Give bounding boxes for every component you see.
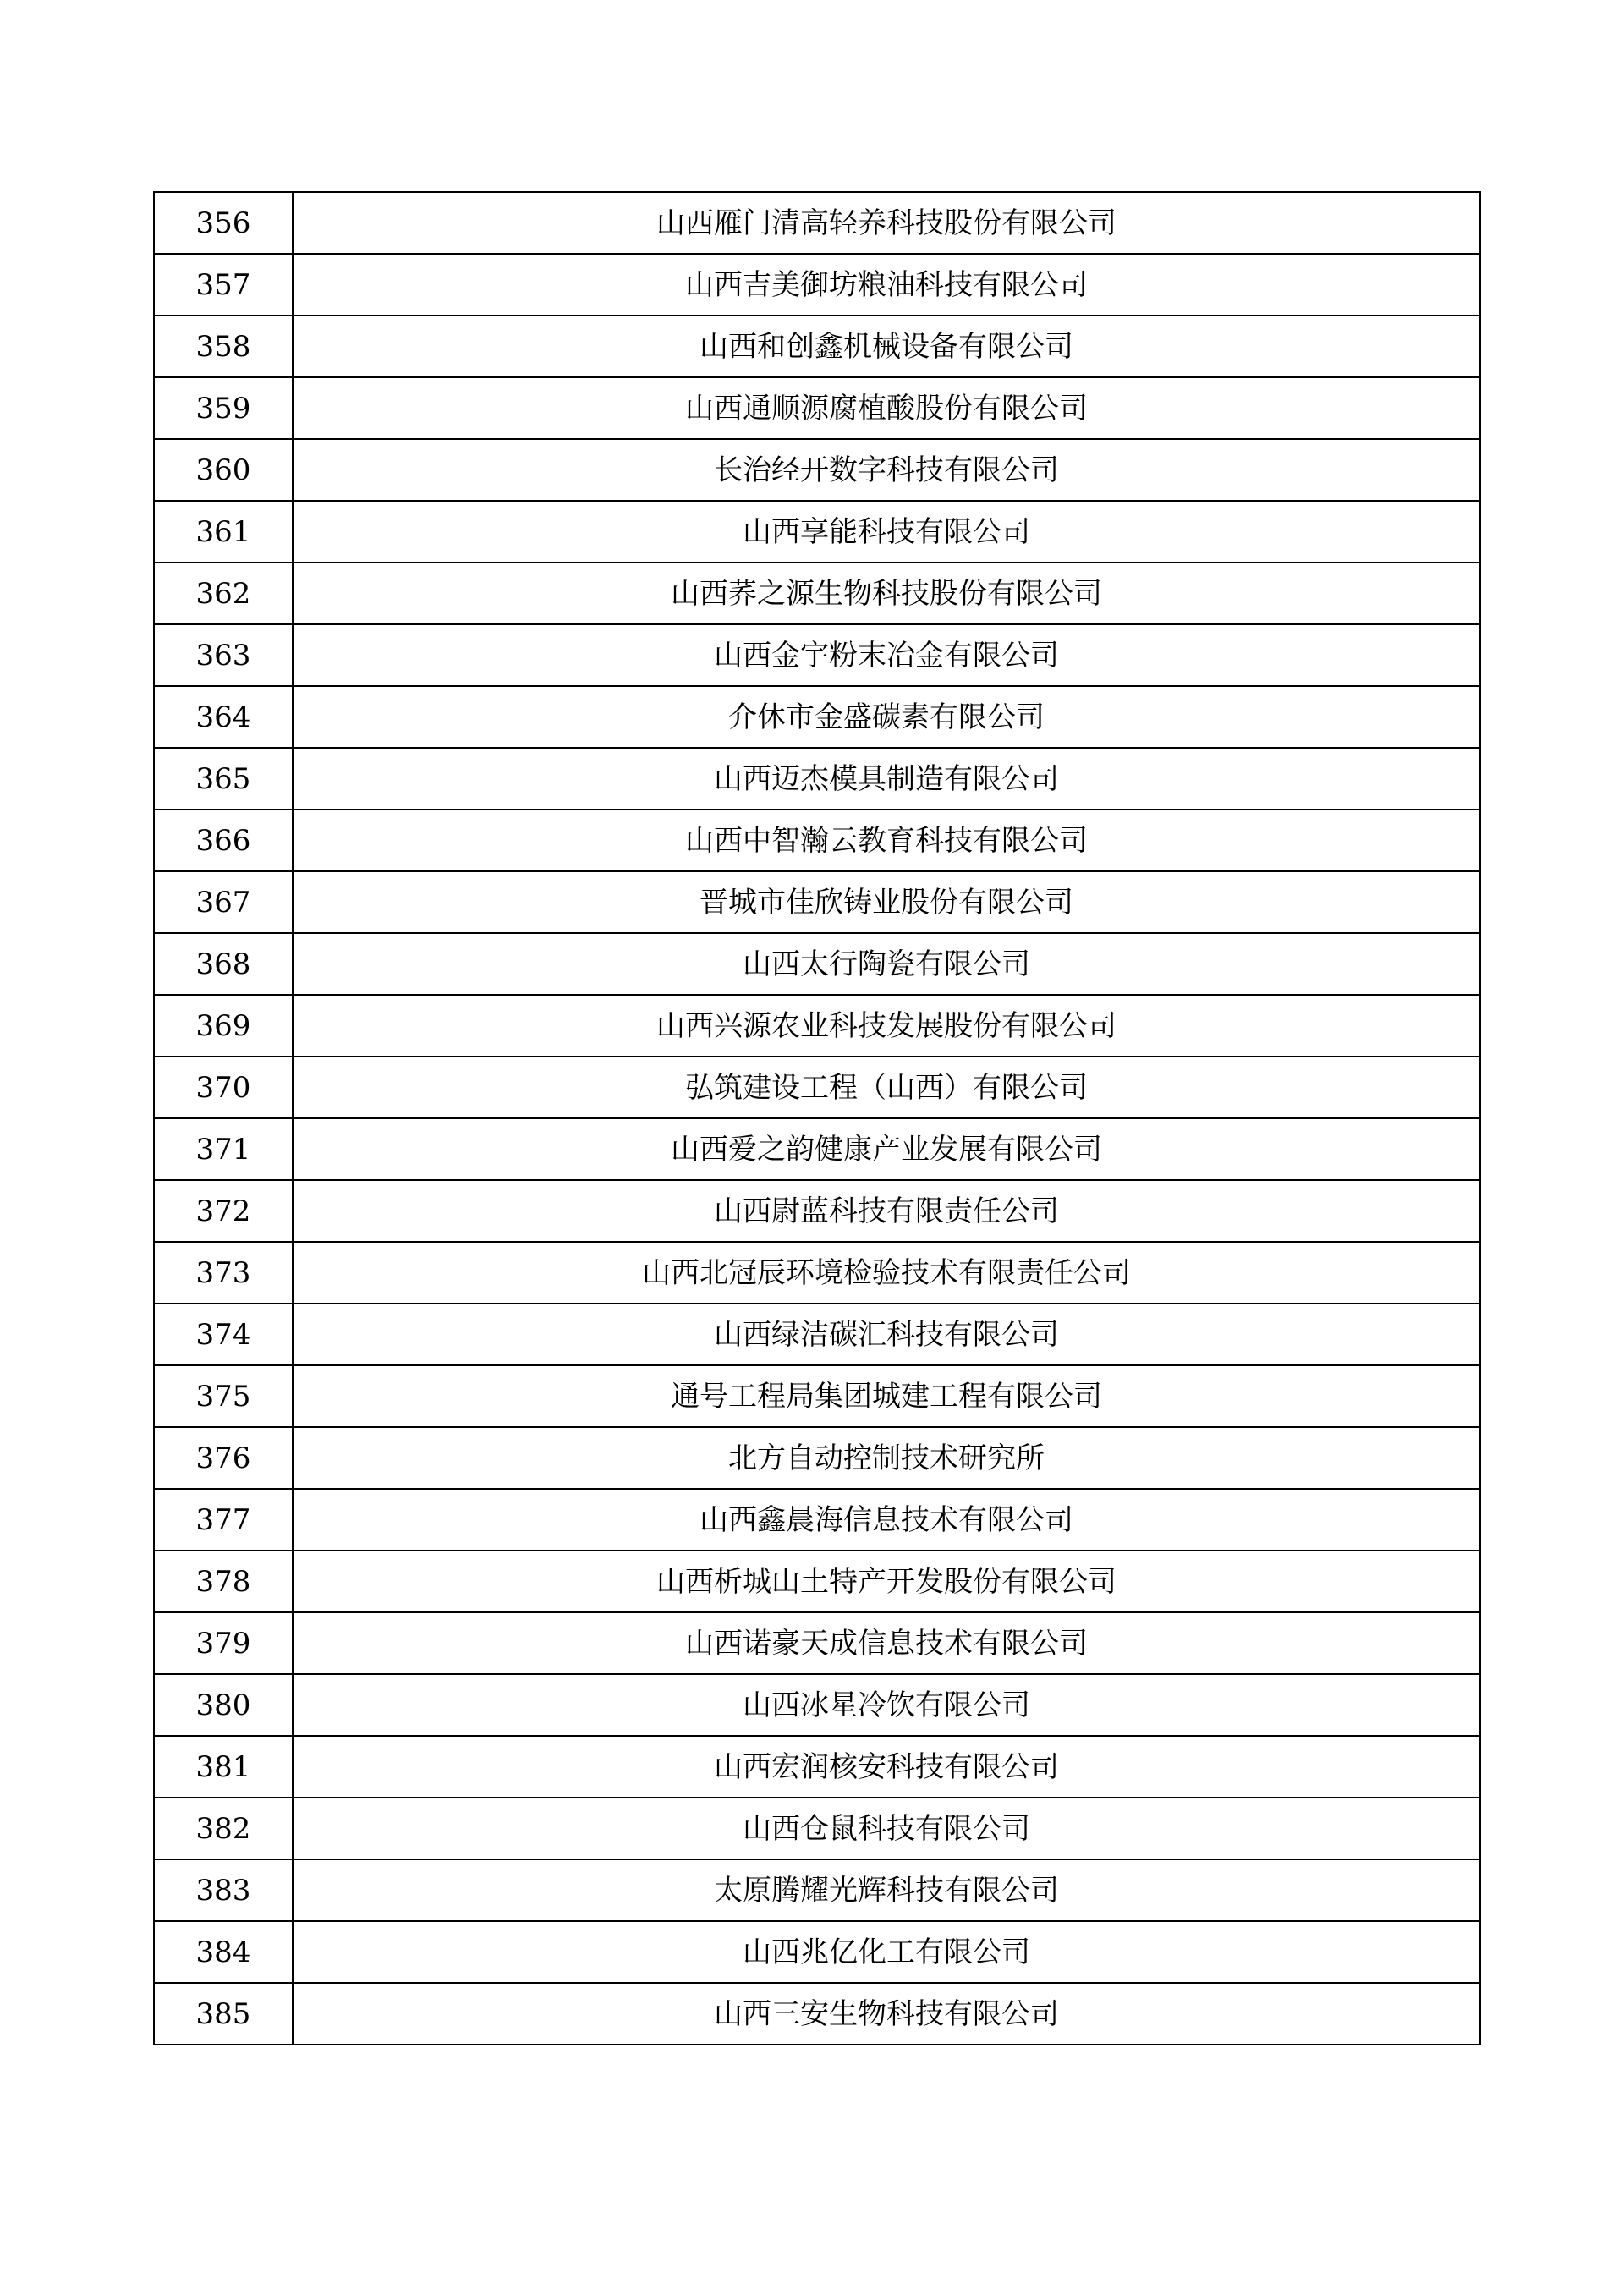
company-name-cell: 山西中智瀚云教育科技有限公司	[293, 810, 1480, 871]
company-name-cell: 长治经开数字科技有限公司	[293, 439, 1480, 501]
table-row	[154, 1983, 1480, 2045]
table-row	[154, 316, 1480, 377]
company-list-table	[153, 191, 1481, 2045]
row-number-cell: 380	[154, 1674, 293, 1736]
table-row	[154, 1180, 1480, 1242]
company-name-cell: 山西宏润核安科技有限公司	[293, 1736, 1480, 1798]
table-row	[154, 192, 1480, 254]
table-row	[154, 1057, 1480, 1118]
row-number-cell: 366	[154, 810, 293, 871]
row-number-cell: 367	[154, 871, 293, 933]
row-number-cell: 364	[154, 686, 293, 748]
company-name-cell: 山西迈杰模具制造有限公司	[293, 748, 1480, 810]
row-number-cell: 375	[154, 1365, 293, 1427]
row-number-cell: 359	[154, 377, 293, 439]
table-row	[154, 995, 1480, 1057]
row-number-cell: 385	[154, 1983, 293, 2045]
row-number-cell: 361	[154, 501, 293, 563]
company-name-cell: 弘筑建设工程（山西）有限公司	[293, 1057, 1480, 1118]
table-row	[154, 563, 1480, 624]
table-row	[154, 254, 1480, 316]
row-number-cell: 384	[154, 1921, 293, 1983]
company-name-cell: 介休市金盛碳素有限公司	[293, 686, 1480, 748]
company-name-cell: 山西雁门清高轻养科技股份有限公司	[293, 192, 1480, 254]
table-row	[154, 1365, 1480, 1427]
row-number-cell: 374	[154, 1304, 293, 1365]
company-name-cell: 山西荞之源生物科技股份有限公司	[293, 563, 1480, 624]
row-number-cell: 356	[154, 192, 293, 254]
company-name-cell: 山西爱之韵健康产业发展有限公司	[293, 1118, 1480, 1180]
company-name-cell: 山西通顺源腐植酸股份有限公司	[293, 377, 1480, 439]
company-name-cell: 山西和创鑫机械设备有限公司	[293, 316, 1480, 377]
company-name-cell: 山西三安生物科技有限公司	[293, 1983, 1480, 2045]
table-row	[154, 871, 1480, 933]
table-row	[154, 1674, 1480, 1736]
row-number-cell: 370	[154, 1057, 293, 1118]
row-number-cell: 377	[154, 1489, 293, 1551]
table-row	[154, 1736, 1480, 1798]
table-row	[154, 1118, 1480, 1180]
table-row	[154, 1242, 1480, 1304]
table-body	[154, 192, 1480, 2045]
company-name-cell: 山西吉美御坊粮油科技有限公司	[293, 254, 1480, 316]
company-name-cell: 山西太行陶瓷有限公司	[293, 933, 1480, 995]
company-name-cell: 通号工程局集团城建工程有限公司	[293, 1365, 1480, 1427]
table-row	[154, 1304, 1480, 1365]
company-name-cell: 山西诺豪天成信息技术有限公司	[293, 1612, 1480, 1674]
table-row	[154, 377, 1480, 439]
company-name-cell: 山西尉蓝科技有限责任公司	[293, 1180, 1480, 1242]
company-name-cell: 山西金宇粉末冶金有限公司	[293, 624, 1480, 686]
table-row	[154, 686, 1480, 748]
row-number-cell: 362	[154, 563, 293, 624]
row-number-cell: 378	[154, 1551, 293, 1612]
table-row	[154, 748, 1480, 810]
row-number-cell: 379	[154, 1612, 293, 1674]
company-name-cell: 山西仓鼠科技有限公司	[293, 1798, 1480, 1859]
company-name-cell: 太原腾耀光辉科技有限公司	[293, 1859, 1480, 1921]
row-number-cell: 381	[154, 1736, 293, 1798]
row-number-cell: 383	[154, 1859, 293, 1921]
table-row	[154, 439, 1480, 501]
company-name-cell: 晋城市佳欣铸业股份有限公司	[293, 871, 1480, 933]
company-name-cell: 山西冰星冷饮有限公司	[293, 1674, 1480, 1736]
company-name-cell: 山西兴源农业科技发展股份有限公司	[293, 995, 1480, 1057]
table-row	[154, 1798, 1480, 1859]
table-row	[154, 501, 1480, 563]
table-row	[154, 1612, 1480, 1674]
row-number-cell: 363	[154, 624, 293, 686]
table-row	[154, 1859, 1480, 1921]
table-row	[154, 1427, 1480, 1489]
table-row	[154, 933, 1480, 995]
row-number-cell: 365	[154, 748, 293, 810]
row-number-cell: 358	[154, 316, 293, 377]
row-number-cell: 372	[154, 1180, 293, 1242]
table-row	[154, 1551, 1480, 1612]
row-number-cell: 376	[154, 1427, 293, 1489]
table-row	[154, 1921, 1480, 1983]
company-name-cell: 山西析城山土特产开发股份有限公司	[293, 1551, 1480, 1612]
company-name-cell: 山西享能科技有限公司	[293, 501, 1480, 563]
row-number-cell: 368	[154, 933, 293, 995]
row-number-cell: 369	[154, 995, 293, 1057]
table-row	[154, 810, 1480, 871]
row-number-cell: 373	[154, 1242, 293, 1304]
company-name-cell: 北方自动控制技术研究所	[293, 1427, 1480, 1489]
company-name-cell: 山西鑫晨海信息技术有限公司	[293, 1489, 1480, 1551]
row-number-cell: 357	[154, 254, 293, 316]
row-number-cell: 371	[154, 1118, 293, 1180]
company-name-cell: 山西兆亿化工有限公司	[293, 1921, 1480, 1983]
row-number-cell: 382	[154, 1798, 293, 1859]
company-name-cell: 山西绿洁碳汇科技有限公司	[293, 1304, 1480, 1365]
table-row	[154, 624, 1480, 686]
company-name-cell: 山西北冠辰环境检验技术有限责任公司	[293, 1242, 1480, 1304]
row-number-cell: 360	[154, 439, 293, 501]
table-row	[154, 1489, 1480, 1551]
